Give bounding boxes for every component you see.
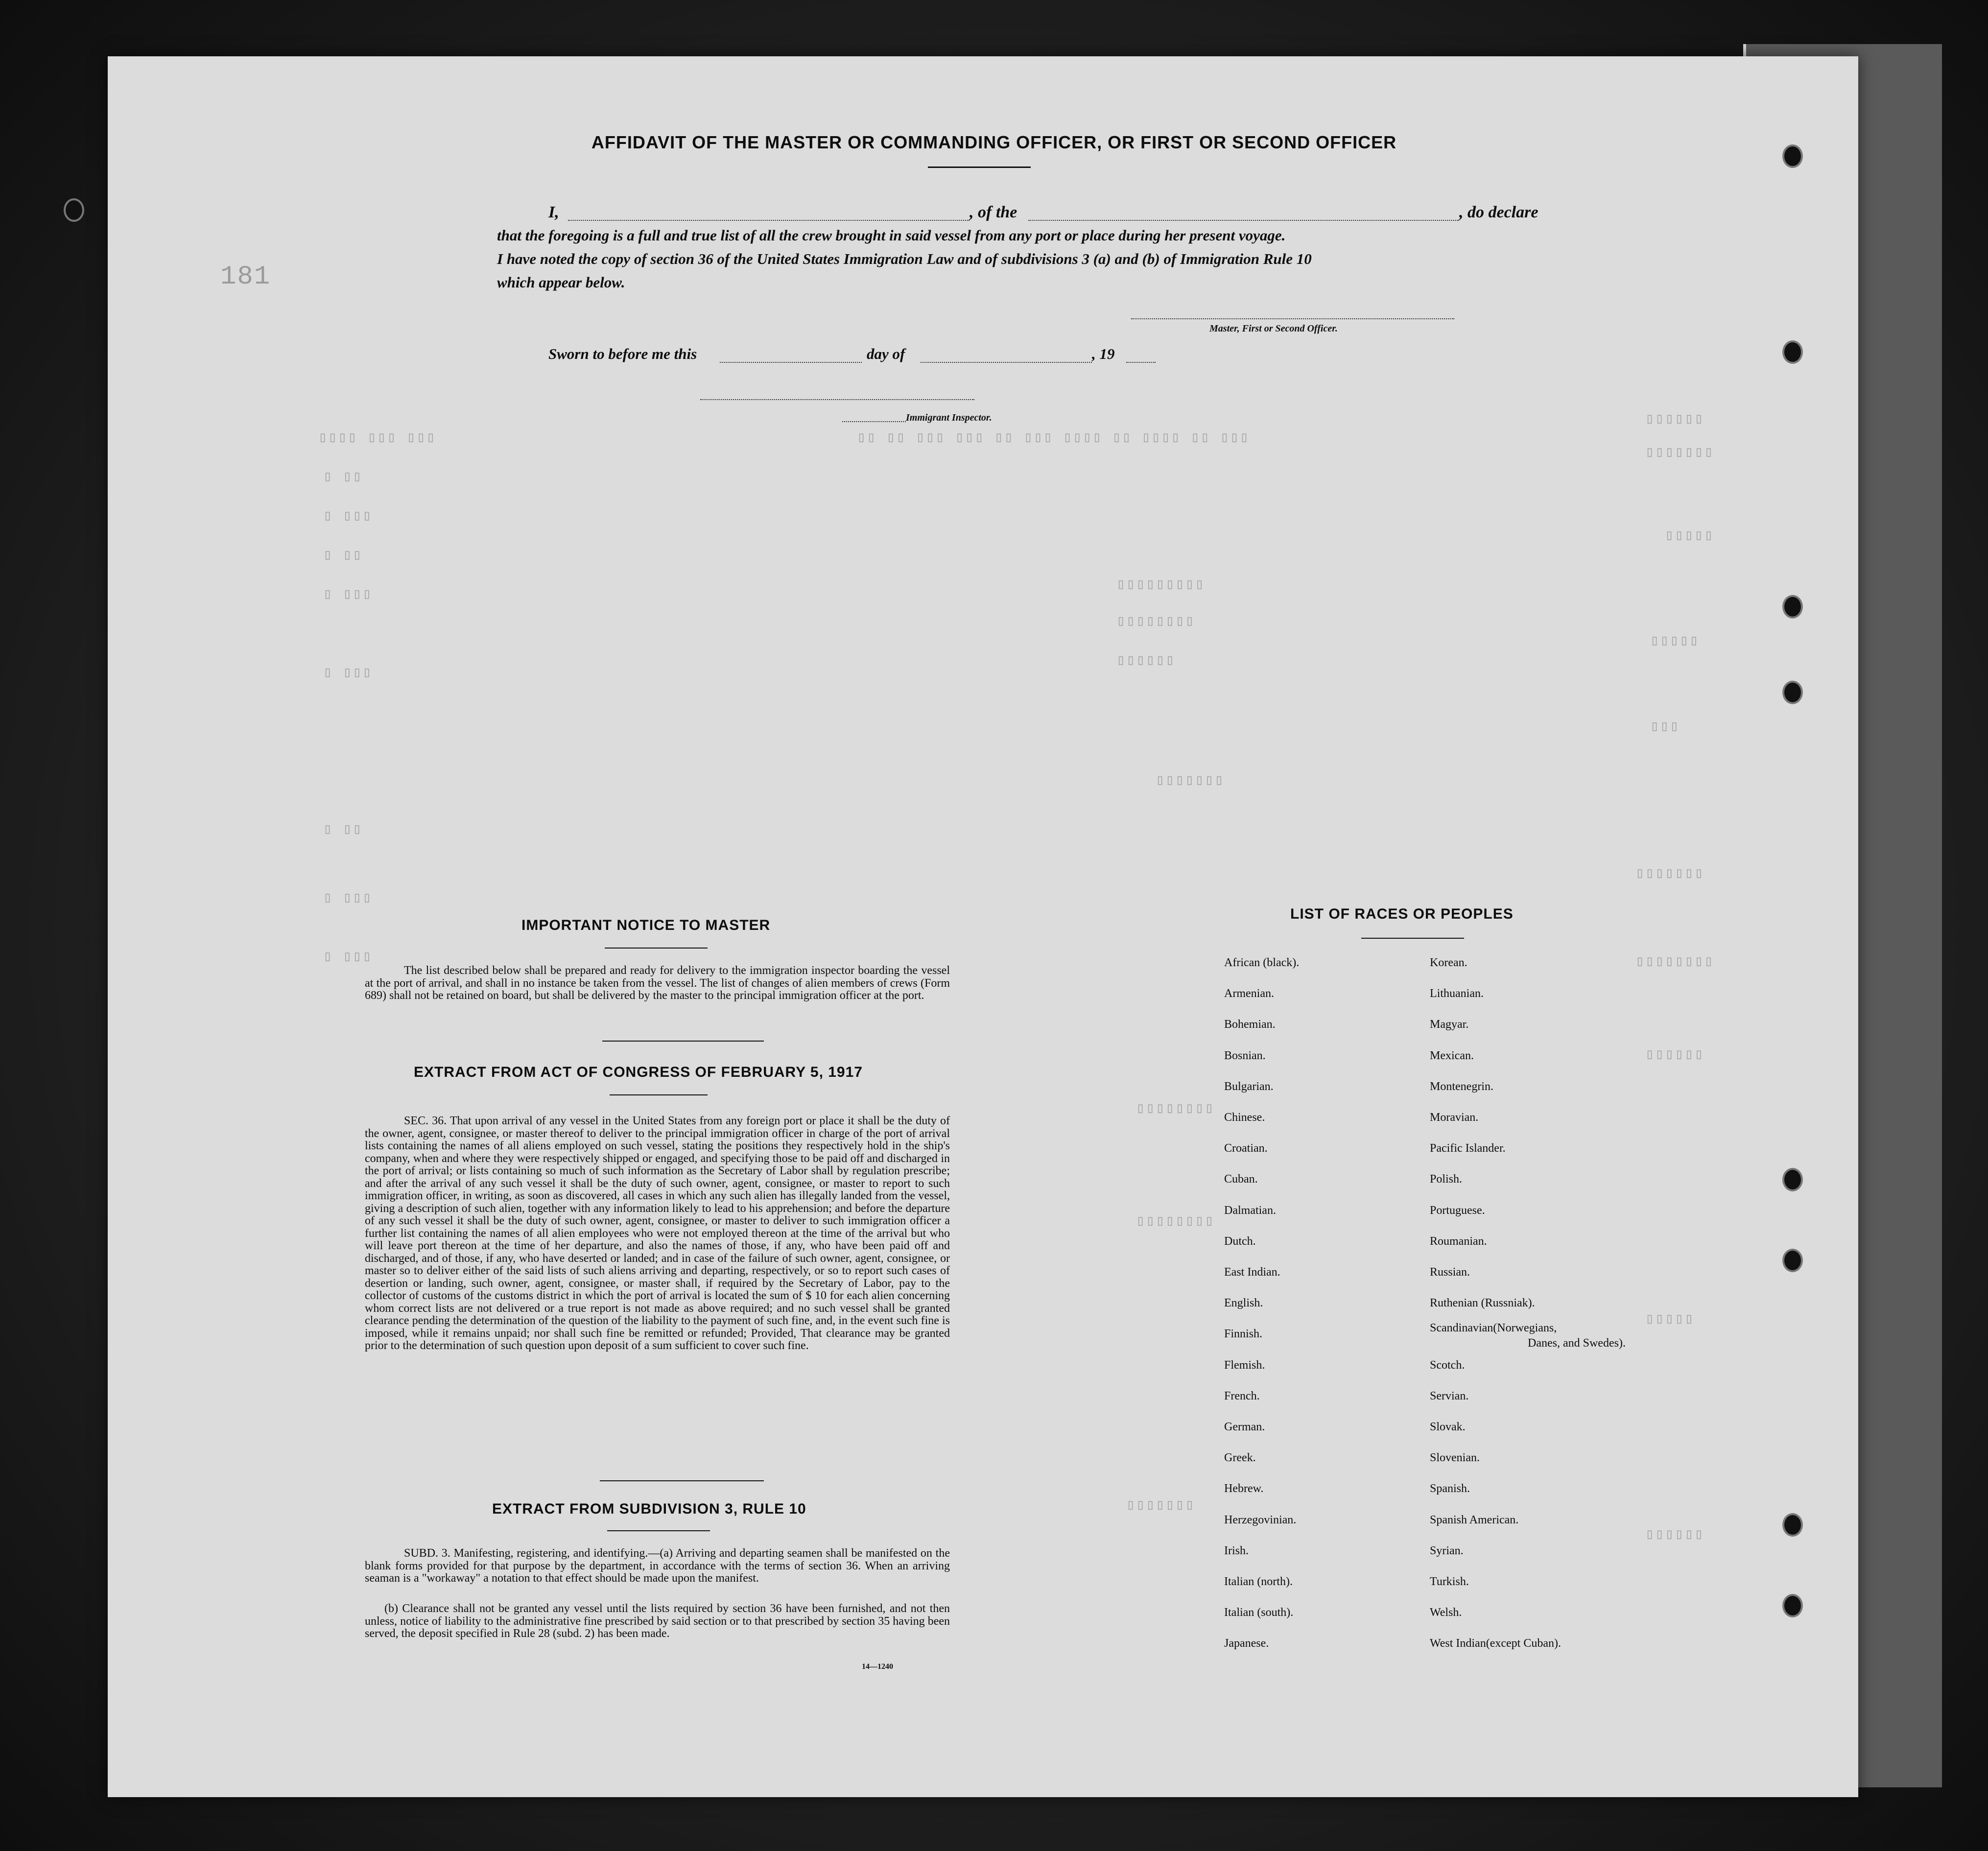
act-rule [610,1094,708,1095]
race-left-item: Bosnian. [1224,1049,1266,1062]
act-divider [600,1480,764,1481]
race-right-item: Spanish. [1430,1482,1470,1495]
race-left-item: East Indian. [1224,1266,1280,1279]
race-left-item: Italian (south). [1224,1606,1294,1619]
sworn-year-blank [1126,362,1156,363]
race-right-item: Pacific Islander. [1430,1142,1506,1155]
margin-mark: 181 [220,262,271,292]
race-left-item: African (black). [1224,956,1300,969]
race-left-item: Dutch. [1224,1234,1256,1248]
binder-hole [1782,1594,1803,1617]
declaration-declare: , do declare [1459,203,1538,221]
signer-caption: Master, First or Second Officer. [1209,323,1338,334]
notice-divider [602,1041,764,1042]
rule-underline [607,1530,710,1531]
title-underline [928,166,1031,168]
race-right-item: Magyar. [1430,1018,1469,1031]
rule-text-b: (b) Clearance shall not be granted any vessel until the lists required by section 36 have been furnished, and not then unless, notice of liability to the administrative fine prescribed by said section or to that prescribed by section 35 having been served, the deposit specified in Rule 28 (subd. 2) has been made. [365,1602,950,1640]
binder-hole [1782,144,1803,168]
rule-text-a: SUBD. 3. Manifesting, registering, and identifying.—(a) Arriving and departing seamen shall be manifested on the blank forms provided for that purpose by the department, in accordance with the terms of section 36. When an arriving seaman is a "workaway" a notation to that effect should be made upon the manifest. [365,1547,950,1585]
race-right-item: Montenegrin. [1430,1080,1493,1093]
race-right-item: Syrian. [1430,1544,1464,1557]
sworn-day-of: day of [867,345,905,362]
race-left-item: Greek. [1224,1451,1256,1465]
inspector-caption: Immigrant Inspector. [906,412,992,423]
race-left-item: Italian (north). [1224,1575,1293,1588]
declaration-line-2: I have noted the copy of section 36 of the United States Immigration Law and of subdivisions 3 (a) and (b) of Immigration Rule 10 [497,250,1312,267]
race-right-item: Lithuanian. [1430,987,1484,1000]
race-left-item: Dalmatian. [1224,1204,1276,1217]
form-number: 14—1240 [862,1662,893,1671]
race-left-item: Irish. [1224,1544,1249,1557]
notice-heading: IMPORTANT NOTICE TO MASTER [521,917,771,933]
race-left-item: Armenian. [1224,987,1274,1000]
race-right-item: Scandinavian(Norwegians, [1430,1322,1557,1335]
race-left-item: Hebrew. [1224,1482,1264,1495]
sworn-date-blank [720,362,862,363]
sworn-month-blank [921,362,1092,363]
race-right-item: Moravian. [1430,1111,1479,1124]
name-blank [568,220,970,221]
document-page: ▯▯▯▯▯▯ ▯▯▯▯▯▯▯ ▯▯▯▯▯ ▯▯▯▯▯ ▯▯▯ ▯▯▯▯▯▯▯ ▯▯▯▯▯▯▯▯ ▯▯▯▯▯▯ ▯▯▯▯▯ ▯▯▯▯▯▯ ▯▯▯▯▯▯▯▯▯ ▯▯▯▯▯▯▯▯ ▯▯▯▯▯▯ ▯▯▯▯▯▯▯ ▯▯▯▯▯▯▯▯ ▯▯▯▯▯▯▯▯ ▯▯▯▯▯▯▯ ▯▯ ▯▯ ▯▯▯ ▯▯▯ ▯▯ ▯▯▯ ▯▯▯▯ ▯▯ ▯▯▯▯ ▯▯ ▯▯▯ ▯▯▯▯ ▯▯▯ ▯▯▯ ▯ ▯▯ ▯ ▯▯▯ ▯ ▯▯ ▯ ▯▯▯ ▯ ▯▯▯ ▯ ▯▯ ▯ ▯▯▯ ▯ ▯▯▯ 181 AFFIDAVIT OF THE MASTER OR COMMANDING OFFICER, OR FIRST OR SECOND OFFICER I, , of the , do declare that the foregoing is a full and true list of all the crew brought in said vessel from any port or place during her present voyage. I have noted the copy of section 36 of the United States Immigration Law and of subdivisions 3 (a) and (b) of Immigration Rule 10 which appear below. Master, First or Second Officer. Sworn to before me this day of , 19 Immigrant Inspector. IMPORTANT NOTICE TO MASTER The list described below shall be prepared and ready for delivery to the immigration inspector boarding the vessel at the port of arrival, and shall in no instance be taken from the vessel. The list of changes of alien members of crews (Form 689) shall not be retained on board, but shall be delivered by the master to the principal immigration officer at the port. EXTRACT FROM ACT OF CONGRESS OF FEBRUARY 5, 1917 SEC. 36. That upon arrival of any vessel in the United States from any foreign port or place it shall be the duty of the owner, agent, consignee, or master thereof to deliver to the principal immigration officer in charge of the port of arrival lists containing the names of all aliens employed on such vessel, stating the positions they respectively hold in the ship's company, when and where they were respectively shipped or engaged, and specifying those to be paid off and discharged in the port of arrival; or lists containing so much of such information as the Secretary of Labor shall by regulation prescribe; and after the arrival of any such vessel it shall be the duty of such owner, agent, consignee, or master to report to such immigration officer, in writing, as soon as discovered, all cases in which any such alien has illegally landed from the vessel, giving a description of such alien, together with any information likely to lead to his apprehension; and before the departure of any such vessel it shall be the duty of such owner, agent, consignee, or master to deliver to such immigration officer a further list containing the names of all alien employees who were not employed thereon at the time of the arrival but who will leave port thereon at the time of her departure, and also the names of those, if any, who have been paid off and discharged, and of those, if any, who have deserted or landed; and in case of the failure of such owner, agent, consignee, or master so to deliver either of the said lists of such aliens arriving and departing, respectively, or so to report such cases of desertion or landing, such owner, agent, consignee, or master shall, if required by the Secretary of Labor, pay to the collector of customs of the customs district in which the port of arrival is located the sum of $ 10 for each alien concerning whom correct lists are not delivered or a true report is not made as above required; and no such vessel shall be granted clearance pending the determination of the question of the liability to the payment of such fine, and, in the event such fine is imposed, while it remains unpaid; nor shall such fine be remitted or refunded; Provided, That clearance may be granted prior to the determination of such question upon deposit of a sum sufficient to cover such fine. EXTRACT FROM SUBDIVISION 3, RULE 10 SUBD. 3. Manifesting, registering, and identifying.—(a) Arriving and departing seamen shall be manifested on the blank forms provided for that purpose by the department, in accordance with the terms of section 36. When an arriving seaman is a "workaway" a notation to that effect should be made upon the manifest. (b) Clearance shall not be granted any vessel until the lists required by section 36 have been furnished, and not then unless, notice of liability to the administrative fine prescribed by said section or to that prescribed by section 35 having been served, the deposit specified in Rule 28 (subd. 2) has been made. 14—1240 LIST OF RACES OR PEOPLES Danes, and Swedes). African (black). Armenian. Bohemian. Bosnian. Bulgarian. Chinese. Croatian. Cuban. Dalmatian. Dutch. East Indian. English. Finnish. Flemish. French. German. Greek. Hebrew. Herzegovinian. Irish. Italian (north). Italian (south). Japanese. Korean. Lithuanian. Magyar. Mexican. Montenegrin. Moravian. Pacific Islander. Polish. Portuguese. Roumanian. Russian. Ruthenian (Russniak). Scandinavian(Norwegians, Scotch. Servian. Slovak. Slovenian. Spanish. Spanish American. Syrian. Turkish. Welsh. West Indian(except Cuban). [108,56,1858,1797]
race-right-item: Korean. [1430,956,1467,969]
race-right-item: Welsh. [1430,1606,1462,1619]
race-right-item: Mexican. [1430,1049,1474,1062]
declaration-line-1: that the foregoing is a full and true list of all the crew brought in said vessel from any port or place during her present voyage. [497,227,1286,244]
race-left-item: French. [1224,1389,1260,1402]
race-right-item: Spanish American. [1430,1513,1519,1526]
race-right-item: West Indian(except Cuban). [1430,1637,1561,1650]
race-left-item: Japanese. [1224,1637,1269,1650]
race-right-item: Roumanian. [1430,1234,1487,1248]
race-right-item: Russian. [1430,1266,1470,1279]
races-rule [1361,938,1464,939]
affidavit-title: AFFIDAVIT OF THE MASTER OR COMMANDING OFFICER, OR FIRST OR SECOND OFFICER [591,132,1397,152]
race-right-item: Scotch. [1430,1358,1465,1372]
race-left-item: English. [1224,1297,1263,1310]
race-left-item: German. [1224,1421,1265,1433]
binder-hole [64,198,84,222]
race-right-item: Slovak. [1430,1421,1466,1433]
notice-rule [605,948,708,949]
binder-hole [1782,1168,1803,1191]
race-right-item: Portuguese. [1430,1204,1485,1217]
race-left-item: Herzegovinian. [1224,1513,1297,1526]
binder-hole [1782,1513,1803,1537]
race-right-item: Polish. [1430,1173,1463,1186]
race-right-item: Slovenian. [1430,1451,1480,1465]
notice-text: The list described below shall be prepared and ready for delivery to the immigration inspector boarding the vessel at the port of arrival, and shall in no instance be taken from the vessel. The list of changes of alien members of crews (Form 689) shall not be retained on board, but shall be delivered by the master to the principal immigration officer at the port. [365,964,950,1002]
races-heading: LIST OF RACES OR PEOPLES [1290,906,1514,922]
race-left-item: Bulgarian. [1224,1080,1274,1093]
declaration-of-the: , of the [970,203,1018,221]
declaration-line-3: which appear below. [497,274,625,291]
race-left-item: Chinese. [1224,1111,1265,1124]
race-left-item: Bohemian. [1224,1018,1276,1031]
binder-hole [1782,340,1803,364]
inspector-signature-blank [700,399,974,400]
inspector-caption-lead [842,421,906,422]
sworn-year: , 19 [1092,345,1115,362]
binder-hole [1782,1249,1803,1272]
race-right-item: Ruthenian (Russniak). [1430,1297,1535,1310]
race-scandinavian-continued: Danes, and Swedes). [1528,1337,1626,1350]
race-right-item: Servian. [1430,1389,1469,1402]
act-heading: EXTRACT FROM ACT OF CONGRESS OF FEBRUARY 5, 1917 [414,1064,863,1080]
binder-hole [1782,595,1803,618]
race-left-item: Flemish. [1224,1358,1265,1372]
rule-heading: EXTRACT FROM SUBDIVISION 3, RULE 10 [492,1501,806,1517]
act-text: SEC. 36. That upon arrival of any vessel in the United States from any foreign port or place it shall be the duty of the owner, agent, consignee, or master thereof to deliver to the principal immigration officer in charge of the port of arrival lists containing the names of all aliens employed on such vessel, stating the positions they respectively hold in the ship's company, when and where they were respectively shipped or engaged, and specifying those to be paid off and discharged in the port of arrival; or lists containing so much of such information as the Secretary of Labor shall by regulation prescribe; and after the arrival of any such vessel it shall be the duty of such owner, agent, consignee, or master to report to such immigration officer, in writing, as soon as discovered, all cases in which any such alien has illegally landed from the vessel, giving a description of such alien, together with any information likely to lead to his apprehension; and before the departure of any such vessel it shall be the duty of such owner, agent, consignee, or master to deliver to such immigration officer a further list containing the names of all alien employees who were not employed thereon at the time of the arrival but who will leave port thereon at the time of her departure, and also the names of those, if any, who have been paid off and discharged, and of those, if any, who have deserted or landed; and in case of the failure of such owner, agent, consignee, or master so to deliver either of the said lists of such aliens arriving and departing, respectively, or so to report such cases of desertion or landing, such owner, agent, consignee, or master shall, if required by the Secretary of Labor, pay to the collector of customs of the customs district in which the port of arrival is located the sum of $ 10 for each alien concerning whom correct lists are not delivered or a true report is not made as above required; and no such vessel shall be granted clearance pending the determination of the question of the liability to the payment of such fine, and, in the event such fine is imposed, while it remains unpaid; nor shall such fine be remitted or refunded; Provided, That clearance may be granted prior to the determination of such question upon deposit of a sum sufficient to cover such fine. [365,1115,950,1352]
binder-hole [1782,681,1803,704]
declaration-i: I, [548,203,559,221]
vessel-blank [1028,220,1459,221]
race-left-item: Cuban. [1224,1173,1258,1186]
race-left-item: Finnish. [1224,1328,1263,1341]
sworn-prefix: Sworn to before me this [548,345,697,362]
race-left-item: Croatian. [1224,1142,1268,1155]
signature-blank [1131,318,1454,319]
race-right-item: Turkish. [1430,1575,1469,1588]
